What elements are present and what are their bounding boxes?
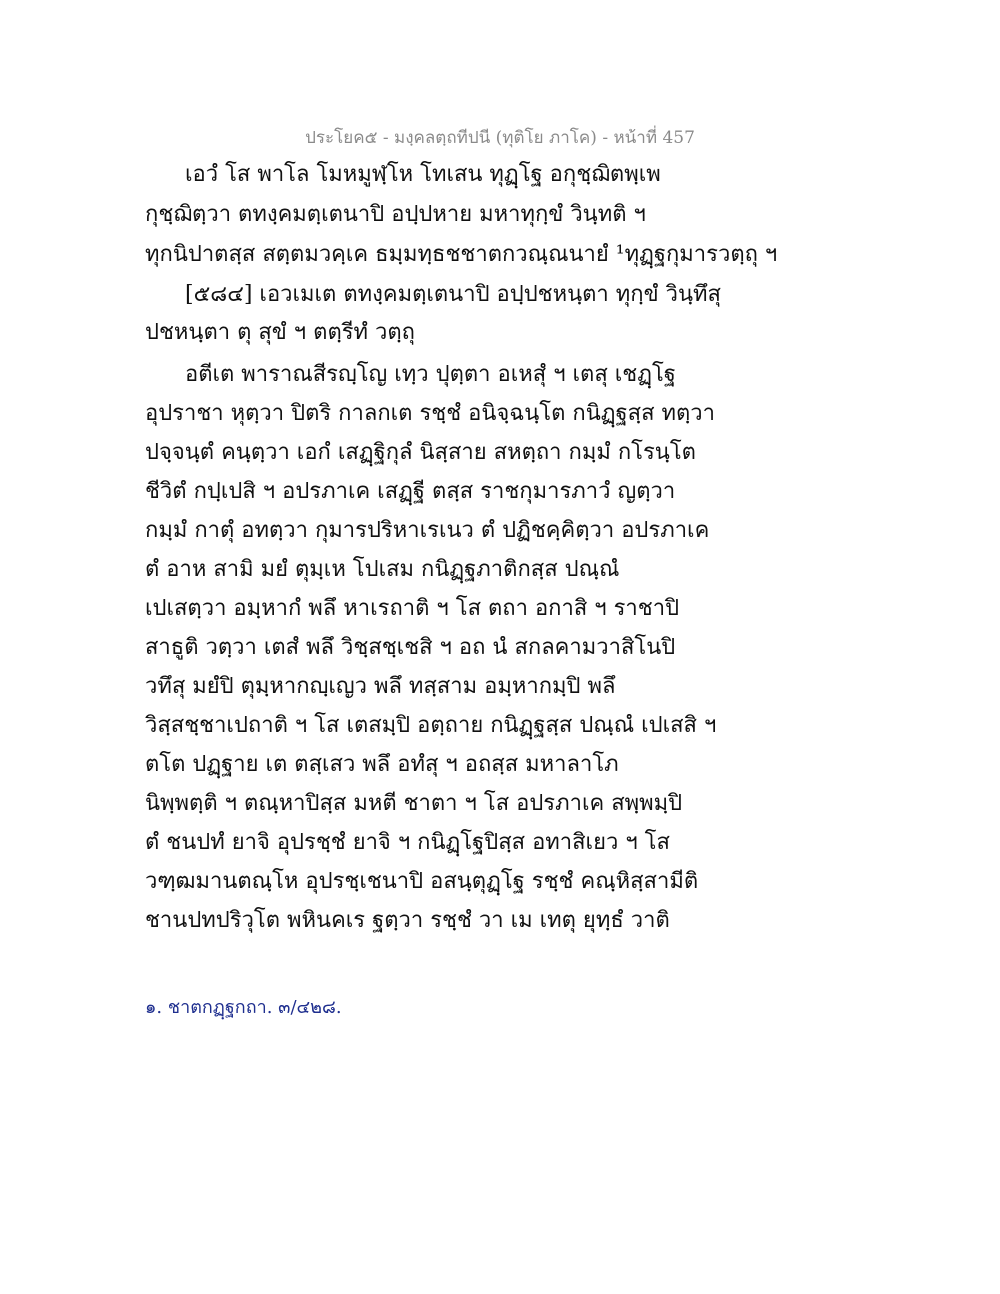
text-line: นิพฺพตฺติ ฯ ตณฺหาปิสฺส มหตี ชาตา ฯ โส อปรภาเค สพฺพมฺปิ <box>145 791 683 816</box>
text-line: วิสฺสชฺชาเปถาติ ฯ โส เตสมฺปิ อตฺถาย กนิฏฺฐสฺส ปณฺณํ เปเสสิ ฯ <box>145 713 717 738</box>
text-line: อตีเต พาราณสีรญฺโญ เทฺว ปุตฺตา อเหสุํ ฯ เตสุ เชฏฺโฐ <box>185 362 676 387</box>
text-line: สาธูติ วตฺวา เตสํ พลึ วิชฺสชฺเชสิ ฯ อถ นํ สกลคามวาสิโนปิ <box>145 635 676 660</box>
footnote: ๑. ชาตกฏฺฐกถา. ๓/๔๒๘. <box>145 997 342 1018</box>
text-line: เอวํ โส พาโล โมหมูฬฺโห โทเสน ทุฏฺโฐ อกุชฺฌิตพฺเพ <box>185 162 661 187</box>
text-line: ทุกนิปาตสฺส สตฺตมวคฺเค ธมฺมทฺธชชาตกวณฺณนายํ ¹ทุฏฺฐกุมารวตฺถุ ฯ <box>145 242 778 267</box>
text-line: ตโต ปฏฺฐาย เต ตสฺเสว พลึ อทํสุ ฯ อถสฺส มหาลาโภ <box>145 752 619 777</box>
text-line: ชีวิตํ กปฺเปสิ ฯ อปรภาเค เสฏฺฐี ตสฺส ราชกุมารภาวํ ญตฺวา <box>145 479 676 504</box>
text-line: อุปราชา หุตฺวา ปิตริ กาลกเต รชฺชํ อนิจฺฉนฺโต กนิฏฺฐสฺส ทตฺวา <box>145 401 716 426</box>
text-line: ตํ ชนปทํ ยาจิ อุปรชฺชํ ยาจิ ฯ กนิฏฺโฐปิสฺส อทาสิเยว ฯ โส <box>145 830 670 855</box>
text-line: กุชฺฌิตฺวา ตทงฺคมตฺเตนาปิ อปฺปหาย มหาทุกฺขํ วินฺทติ ฯ <box>145 202 646 227</box>
text-line: เปเสตฺวา อมฺหากํ พลึ หาเรถาติ ฯ โส ตถา อกาสิ ฯ ราชาปิ <box>145 596 680 621</box>
text-line: ปชหนฺตา ตุ สุขํ ฯ ตตฺรีทํ วตฺถุ <box>145 320 416 345</box>
text-line: กมฺมํ กาตุํ อทตฺวา กุมารปริหาเรเนว ตํ ปฏิชคฺคิตฺวา อปรภาเค <box>145 518 710 543</box>
text-line: ชานปทปริวุโต พหินคเร ฐตฺวา รชฺชํ วา เม เทตุ ยุทฺธํ วาติ <box>145 908 670 933</box>
text-line: วทึสุ มยํปิ ตุมฺหากญฺเญว พลึ ทสฺสาม อมฺหากมฺปิ พลึ <box>145 674 616 699</box>
running-header: ประโยค๕ - มงฺคลตฺถทีปนี (ทุติโย ภาโค) - หน้าที่ 457 <box>305 128 695 148</box>
text-line: ปจฺจนฺตํ คนฺตฺวา เอกํ เสฏฺฐิกุลํ นิสฺสาย สหตฺถา กมฺมํ กโรนฺโต <box>145 440 696 465</box>
text-line: ตํ อาห สามิ มยํ ตุมฺเห โปเสม กนิฏฺฐภาติกสฺส ปณฺณํ <box>145 557 620 582</box>
text-line: วฑฺฒมานตณฺโห อุปรชฺเชนาปิ อสนฺตุฏฺโฐ รชฺชํ คณฺหิสฺสามีติ <box>145 869 699 894</box>
text-line: [๕๘๔] เอวเมเต ตทงฺคมตฺเตนาปิ อปฺปชหนฺตา ทุกฺขํ วินฺทึสุ <box>185 282 721 307</box>
